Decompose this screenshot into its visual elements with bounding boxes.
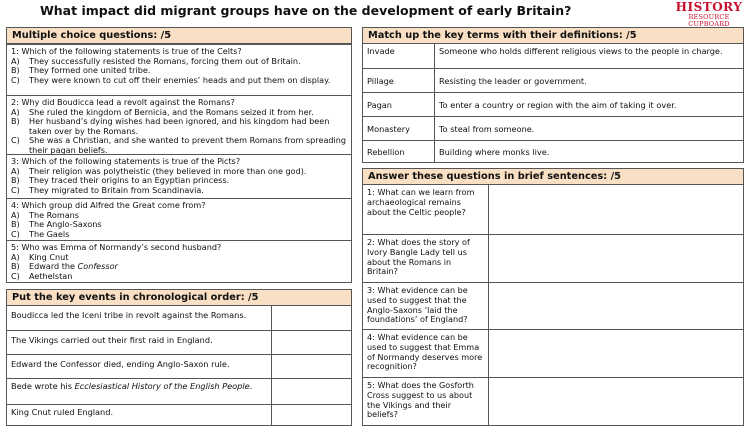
option-letter: A) [11,55,20,66]
mcq-option [11,76,347,86]
definition: Resisting the leader or government. [439,76,587,86]
brief-answer-box[interactable] [489,185,743,234]
event-row [7,404,351,425]
option-letter: B) [11,219,20,230]
mcq-question-text: 4: Which group did Alfred the Great come from? [11,200,206,210]
brief-question-row [363,234,743,282]
mcq-option [11,230,347,240]
option-letter: C) [11,135,20,146]
definition: Someone who holds different religious views to the people in charge. [439,46,723,56]
mcq-option [11,136,347,154]
event-row [7,306,351,330]
mcq-question-text: 1: Which of the following statements is true of the Celts? [11,46,242,56]
option-letter: B) [11,65,20,76]
option-text: They were known to cut off their enemies’ heads and put them on display. [29,74,331,85]
chronology-panel [6,289,352,426]
chronology-header: Put the key events in chronological order: /5 [7,290,351,306]
brief-answer-box[interactable] [489,283,743,329]
brief-question-row [363,329,743,377]
option-text: They successfully resisted the Romans, forcing them out of Britain. [29,55,301,66]
option-text: The Gaels [29,228,70,239]
brief-answers-header: Answer these questions in brief sentences: /5 [363,169,743,185]
brief-answer-box[interactable] [489,378,743,425]
italic-title: Confessor [77,261,118,272]
order-answer-box[interactable] [272,405,351,425]
option-letter: A) [11,165,20,176]
term: Pillage [363,69,435,92]
option-letter: B) [11,116,20,127]
mcq-question-4 [7,198,351,240]
multiple-choice-header: Multiple choice questions: /5 [7,28,351,44]
option-letter: C) [11,184,20,195]
brief-question-row [363,185,743,234]
brief-question-text: 3: What evidence can be used to suggest that the Anglo-Saxons ‘laid the foundations’ of England? [363,283,489,329]
option-text: The Romans [29,209,80,220]
option-letter: A) [11,251,20,262]
term-row [363,116,743,140]
definition: Building where monks live. [439,147,550,157]
term: Monastery [363,117,435,140]
order-answer-box[interactable] [272,331,351,354]
brief-question-text: 4: What evidence can be used to suggest that Emma of Normandy deserves more recognition? [363,330,489,377]
mcq-question-5 [7,240,351,282]
event-row [7,378,351,404]
logo-line-2: RESOURCE CUPBOARD [688,13,730,28]
option-text: She ruled the kingdom of Bernicia, and the Romans seized it from her. [29,106,314,117]
event-row [7,330,351,354]
option-letter: C) [11,74,20,85]
option-text: She was a Christian, and she wanted to prevent them Romans from spreading their pagan beliefs. [29,135,347,154]
term-row [363,68,743,92]
mcq-option [11,117,347,136]
brief-question-row [363,282,743,329]
mcq-question-text: 2: Why did Boudicca lead a revolt against the Romans? [11,97,235,107]
key-terms-panel [362,27,744,163]
order-answer-box[interactable] [272,379,351,404]
italic-title: Ecclesiastical History of the English People [74,381,250,391]
logo-line-1: HISTORY [675,0,743,14]
option-letter: C) [11,270,20,281]
mcq-question-text: 5: Who was Emma of Normandy’s second husband? [11,242,222,252]
option-text: They formed one united tribe. [29,65,151,76]
brief-question-text: 5: What does the Gosforth Cross suggest to us about the Vikings and their beliefs? [363,378,489,425]
brief-answer-box[interactable] [489,330,743,377]
option-text: The Anglo-Saxons [29,219,102,230]
mcq-question-2 [7,95,351,154]
definition: To enter a country or region with the aim of taking it over. [439,100,677,110]
key-terms-header: Match up the key terms with their definitions: /5 [363,28,743,44]
order-answer-box[interactable] [272,306,351,330]
term-row [363,140,743,162]
event-text: Edward the Confessor died, ending Anglo-Saxon rule. [7,355,272,378]
option-text: King Cnut [29,251,69,262]
brief-question-text: 2: What does the story of Ivory Bangle Lady tell us about the Romans in Britain? [363,235,489,282]
term: Rebellion [363,141,435,162]
option-text: They migrated to Britain from Scandinavia. [29,184,204,195]
option-text: Edward the Confessor [29,261,118,272]
option-letter: A) [11,106,20,117]
brief-question-row [363,377,743,425]
option-letter: B) [11,175,20,186]
history-resource-cupboard-logo [672,1,746,27]
option-letter: A) [11,209,20,220]
option-text: Her husband’s dying wishes had been ignored, and his kingdom had been taken over by the Romans. [29,116,330,136]
brief-answers-panel [362,168,744,426]
term: Invade [363,44,435,68]
mcq-question-1 [7,44,351,95]
definition: To steal from someone. [439,124,535,134]
term-row [363,44,743,68]
event-text: Bede wrote his Ecclesiastical History of the English People. [7,379,272,404]
order-answer-box[interactable] [272,355,351,378]
option-text: They traced their origins to an Egyptian princess. [29,175,230,186]
term: Pagan [363,93,435,116]
option-text: Aethelstan [29,270,73,281]
option-letter: B) [11,261,20,272]
option-text: Their religion was polytheistic (they believed in more than one god). [29,165,307,176]
event-row [7,354,351,378]
event-text: Boudicca led the Iceni tribe in revolt against the Romans. [7,306,272,330]
worksheet-title: What impact did migrant groups have on the development of early Britain? [40,3,572,18]
mcq-question-3 [7,154,351,198]
brief-question-text: 1: What can we learn from archaeological remains about the Celtic people? [363,185,489,234]
mcq-option [11,186,347,196]
mcq-option [11,272,347,282]
term-row [363,92,743,116]
event-text: King Cnut ruled England. [7,405,272,425]
event-text: The Vikings carried out their first raid in England. [7,331,272,354]
mcq-question-text: 3: Which of the following statements is true of the Picts? [11,156,241,166]
brief-answer-box[interactable] [489,235,743,282]
option-letter: C) [11,228,20,239]
multiple-choice-panel [6,27,352,283]
